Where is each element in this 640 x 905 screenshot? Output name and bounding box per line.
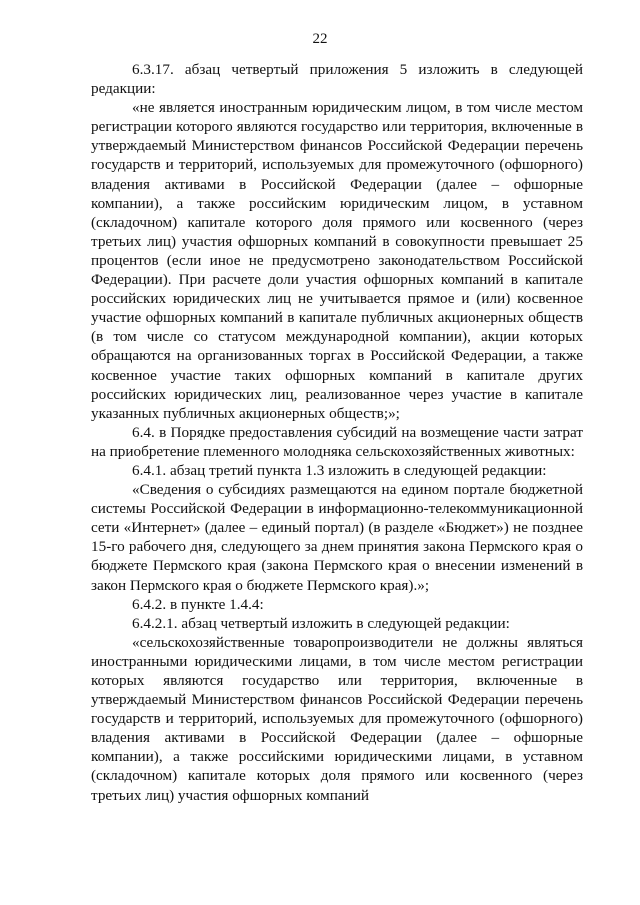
paragraph-6-3-17: 6.3.17. абзац четвертый приложения 5 изложить в следующей редакции: [91,61,583,98]
paragraph-6-4-2-1: 6.4.2.1. абзац четвертый изложить в следующей редакции: [132,614,510,632]
paragraph-offshore-definition-quote: «не является иностранным юридическим лицом, в том числе местом регистрации которого являются государство или территория, включенные в утверждаемый Министерством финансов Российской Федерации перечень государств и территорий, используемых для промежуточного (офшорного) владения активами в Российской Федерации (далее – офшорные компании), а также российским юридическим лицом, в уставном (складочном) капитале которого доля прямого или косвенного (через третьих лиц) участия офшорных компаний в совокупности превышает 25 процентов (если иное не предусмотрено законодательством Российской Федерации). При расчете доли участия офшорных компаний в капитале российских юридических лиц не учитывается прямое и (или) косвенное участие офшорных компаний в капитале публичных акционерных обществ (в том числе со статусом международной компании), акции которых обращаются на организованных торгах в Российской Федерации, а также косвенное участие таких офшорных компаний в капитале других российских юридических лиц, реализованное через участие в капитале указанных публичных акционерных обществ;»; [91,99,583,422]
paragraph-subsidy-info-quote: «Сведения о субсидиях размещаются на едином портале бюджетной системы Российской Федерации в информационно-телекоммуникационной сети «Интернет» (далее – единый портал) (в разделе «Бюджет») не позднее 15-го рабочего дня, следующего за днем принятия закона Пермского края о бюджете Пермского края (закона Пермского края о внесении изменений в закон Пермского края о бюджете Пермского края).»; [91,481,583,594]
paragraph-6-4-2: 6.4.2. в пункте 1.4.4: [132,595,264,613]
page-number: 22 [312,31,328,47]
paragraph-producers-quote: «сельскохозяйственные товаропроизводители не должны являться иностранными юридическими лицами, в том числе местом регистрации которых являются государство или территория, включенные в утверждаемый Министерством финансов Российской Федерации перечень государств и территорий, используемых для промежуточного (офшорного) владения активами в Российской Федерации (далее – офшорные компании), а также российскими юридическими лицами, в уставном (складочном) капитале которых доля прямого или косвенного (через третьих лиц) участия офшорных компаний [91,633,583,804]
document-body [91,60,583,805]
paragraph-6-4-1: 6.4.1. абзац третий пункта 1.3 изложить в следующей редакции: [132,461,547,479]
paragraph-6-4: 6.4. в Порядке предоставления субсидий на возмещение части затрат на приобретение племенного молодняка сельскохозяйственных животных: [91,423,583,460]
